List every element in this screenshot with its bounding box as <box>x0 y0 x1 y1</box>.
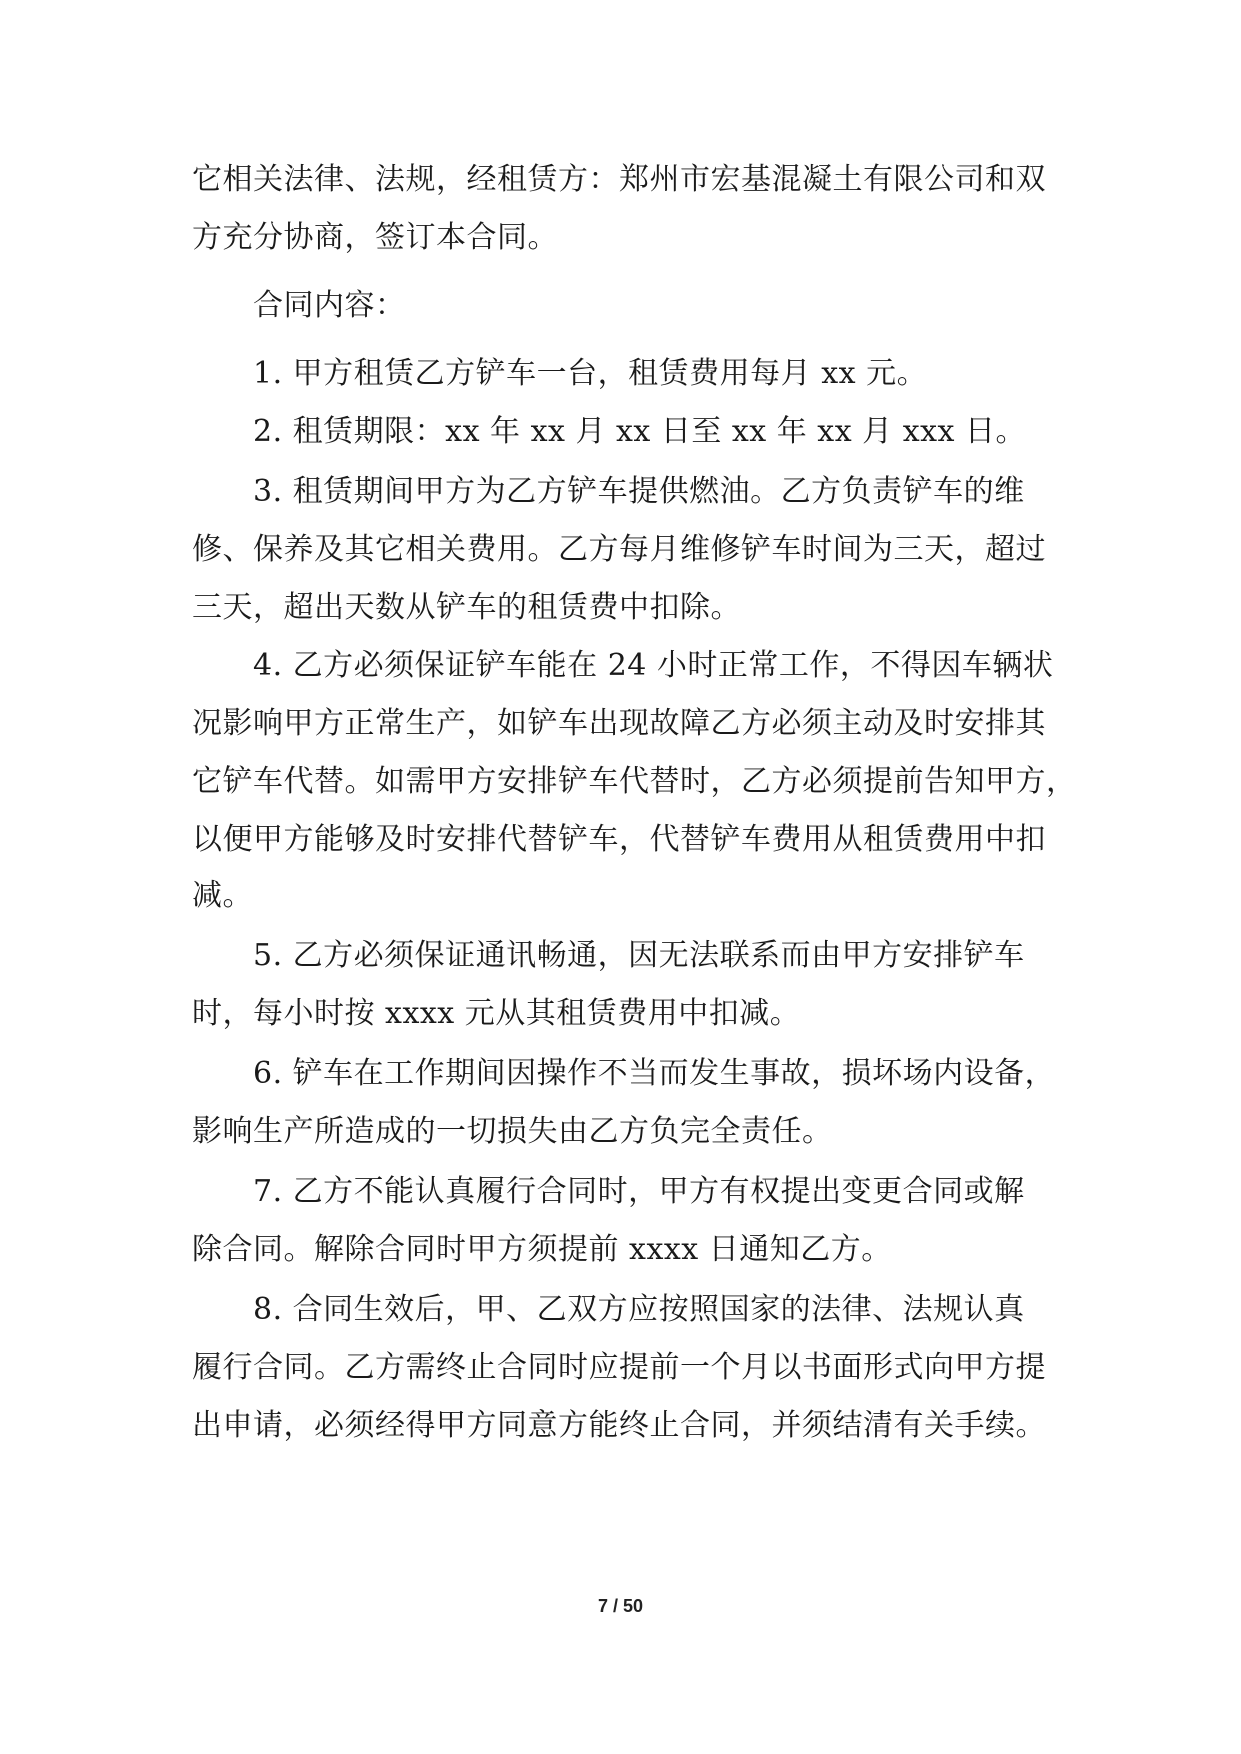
text-line: 履行合同。乙方需终止合同时应提前一个月以书面形式向甲方提 <box>192 1350 1046 1385</box>
text-line: 1. 甲方租赁乙方铲车一台，租赁费用每月 xx 元。 <box>192 356 928 391</box>
text-line: 影响生产所造成的一切损失由乙方负完全责任。 <box>192 1114 833 1149</box>
text-line: 况影响甲方正常生产，如铲车出现故障乙方必须主动及时安排其 <box>192 706 1046 741</box>
text-line: 6. 铲车在工作期间因操作不当而发生事故，损坏场内设备， <box>192 1056 1056 1091</box>
text-line: 3. 租赁期间甲方为乙方铲车提供燃油。乙方负责铲车的维 <box>192 474 1025 509</box>
text-line: 2. 租赁期限：xx 年 xx 月 xx 日至 xx 年 xx 月 xxx 日。 <box>192 414 1027 449</box>
text-line: 三天，超出天数从铲车的租赁费中扣除。 <box>192 590 741 625</box>
text-line: 4. 乙方必须保证铲车能在 24 小时正常工作，不得因车辆状 <box>192 648 1054 683</box>
text-line: 修、保养及其它相关费用。乙方每月维修铲车时间为三天，超过 <box>192 532 1046 567</box>
text-line: 以便甲方能够及时安排代替铲车，代替铲车费用从租赁费用中扣 <box>192 822 1046 857</box>
text-line: 减。 <box>192 878 253 913</box>
text-line: 它相关法律、法规，经租赁方：郑州市宏基混凝土有限公司和双 <box>192 162 1046 197</box>
text-line: 除合同。解除合同时甲方须提前 xxxx 日通知乙方。 <box>192 1232 892 1267</box>
text-line: 方充分协商，签订本合同。 <box>192 220 558 255</box>
page-number: 7 / 50 <box>597 1596 644 1616</box>
text-line: 5. 乙方必须保证通讯畅通，因无法联系而由甲方安排铲车 <box>192 938 1025 973</box>
text-line: 8. 合同生效后，甲、乙双方应按照国家的法律、法规认真 <box>192 1292 1025 1327</box>
text-line: 7. 乙方不能认真履行合同时，甲方有权提出变更合同或解 <box>192 1174 1025 1209</box>
text-line: 合同内容： <box>192 288 406 323</box>
text-line: 时，每小时按 xxxx 元从其租赁费用中扣减。 <box>192 996 801 1031</box>
text-line: 它铲车代替。如需甲方安排铲车代替时，乙方必须提前告知甲方， <box>192 764 1077 799</box>
text-line: 出申请，必须经得甲方同意方能终止合同，并须结清有关手续。 <box>192 1408 1046 1443</box>
